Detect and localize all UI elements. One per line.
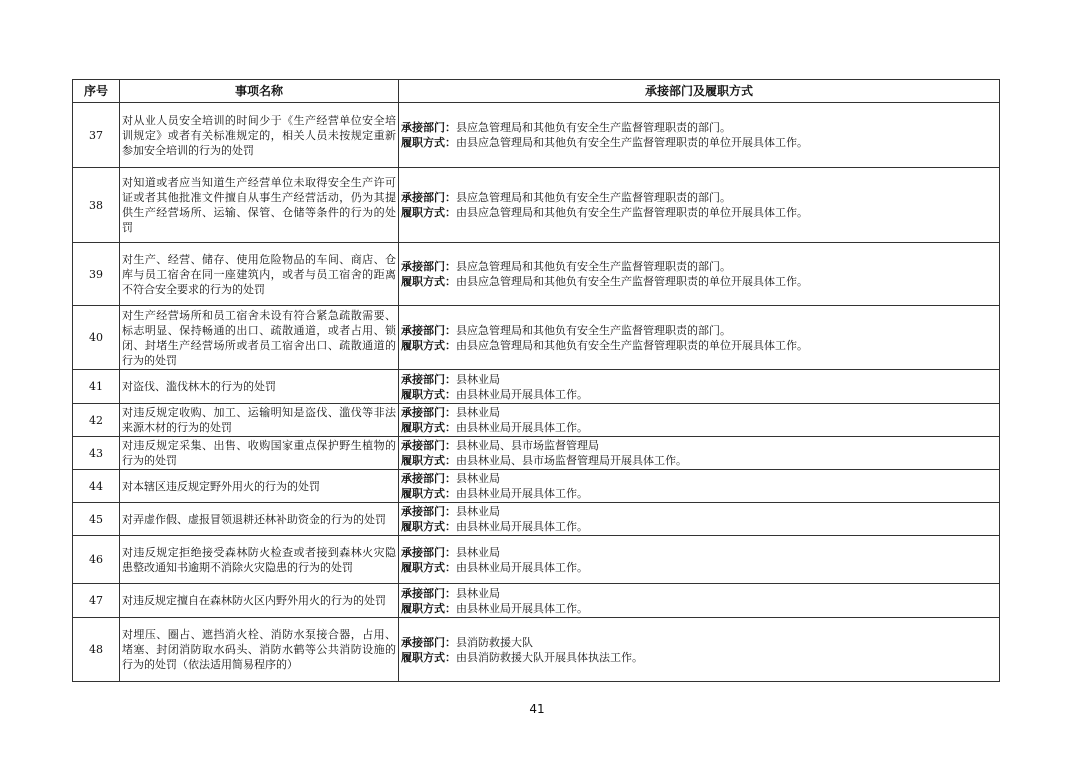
method-line [401,205,997,220]
duty-table [72,79,1000,682]
dept-value: 县林业局 [456,505,500,518]
table-row [73,536,1000,584]
dept-label: 承接部门： [401,372,456,386]
item-name: 对违反规定擅自在森林防火区内野外用火的行为的处罚 [120,584,399,618]
dept-label: 承接部门： [401,260,456,273]
dept-line [401,190,997,205]
dept-cell [399,404,1000,437]
dept-line [401,545,997,560]
method-value: 由县应急管理局和其他负有安全生产监督管理职责的单位开展具体工作。 [456,338,808,352]
dept-value: 县林业局 [456,372,500,386]
dept-cell [399,536,1000,584]
table-row [73,503,1000,536]
row-number: 46 [73,536,120,584]
row-number: 37 [73,103,120,168]
method-value: 由县林业局开展具体工作。 [456,520,588,533]
method-line [401,387,997,402]
row-number: 40 [73,306,120,370]
method-line [401,274,997,289]
method-line [401,650,997,665]
table-row [73,584,1000,618]
item-name: 对违反规定采集、出售、收购国家重点保护野生植物的行为的处罚 [120,437,399,470]
method-line [401,338,997,353]
item-name: 对弄虚作假、虚报冒领退耕还林补助资金的行为的处罚 [120,503,399,536]
item-name: 对生产经营场所和员工宿舍未设有符合紧急疏散需要、标志明显、保持畅通的出口、疏散通道，或者占用、锁闭、封堵生产经营场所或者员工宿舍出口、疏散通道的行为的处罚 [120,306,399,370]
dept-value: 县应急管理局和其他负有安全生产监督管理职责的部门。 [456,323,731,337]
dept-value: 县应急管理局和其他负有安全生产监督管理职责的部门。 [456,191,731,204]
row-number: 47 [73,584,120,618]
dept-value: 县林业局 [456,586,500,600]
dept-cell [399,243,1000,306]
table-row [73,306,1000,370]
method-label: 履职方式： [401,650,456,664]
table-row [73,370,1000,404]
dept-cell [399,103,1000,168]
table-row [73,470,1000,503]
dept-value: 县应急管理局和其他负有安全生产监督管理职责的部门。 [456,260,731,273]
dept-line [401,120,997,135]
method-value: 由县应急管理局和其他负有安全生产监督管理职责的单位开展具体工作。 [456,136,808,149]
header-no: 序号 [73,80,120,103]
dept-value: 县林业局 [456,406,500,419]
method-label: 履职方式： [401,487,456,500]
method-line [401,601,997,616]
method-value: 由县林业局、县市场监督管理局开展具体工作。 [456,454,687,467]
dept-line [401,405,997,420]
method-value: 由县林业局开展具体工作。 [456,560,588,574]
item-name: 对违反规定拒绝接受森林防火检查或者接到森林火灾隐患整改通知书逾期不消除火灾隐患的行为的处罚 [120,536,399,584]
dept-cell [399,168,1000,243]
dept-cell [399,618,1000,682]
row-number: 41 [73,370,120,404]
dept-label: 承接部门： [401,406,456,419]
dept-value: 县林业局 [456,545,500,559]
dept-cell [399,437,1000,470]
row-number: 43 [73,437,120,470]
table-row [73,168,1000,243]
method-line [401,453,997,468]
dept-line [401,586,997,601]
method-value: 由县林业局开展具体工作。 [456,421,588,434]
method-label: 履职方式： [401,136,456,149]
item-name: 对埋压、圈占、遮挡消火栓、消防水泵接合器，占用、堵塞、封闭消防取水码头、消防水鹤等公共消防设施的行为的处罚（依法适用简易程序的） [120,618,399,682]
item-name: 对违反规定收购、加工、运输明知是盗伐、滥伐等非法来源木材的行为的处罚 [120,404,399,437]
dept-label: 承接部门： [401,586,456,600]
item-name: 对生产、经营、储存、使用危险物品的车间、商店、仓库与员工宿舍在同一座建筑内，或者与员工宿舍的距离不符合安全要求的行为的处罚 [120,243,399,306]
row-number: 38 [73,168,120,243]
item-name: 对从业人员安全培训的时间少于《生产经营单位安全培训规定》或者有关标准规定的，相关人员未按规定重新参加安全培训的行为的处罚 [120,103,399,168]
dept-cell [399,503,1000,536]
dept-cell [399,470,1000,503]
row-number: 45 [73,503,120,536]
method-label: 履职方式： [401,454,456,467]
dept-line [401,438,997,453]
page-number: 41 [529,702,545,716]
row-number: 48 [73,618,120,682]
method-label: 履职方式： [401,387,456,401]
row-number: 39 [73,243,120,306]
method-line [401,486,997,501]
dept-value: 县林业局 [456,472,500,485]
dept-cell [399,306,1000,370]
dept-label: 承接部门： [401,439,456,452]
dept-label: 承接部门： [401,191,456,204]
row-number: 44 [73,470,120,503]
dept-line [401,323,997,338]
dept-value: 县应急管理局和其他负有安全生产监督管理职责的部门。 [456,121,731,134]
header-item: 事项名称 [120,80,399,103]
table-row [73,618,1000,682]
method-label: 履职方式： [401,601,456,615]
dept-line [401,471,997,486]
method-value: 由县林业局开展具体工作。 [456,387,588,401]
dept-label: 承接部门： [401,545,456,559]
method-label: 履职方式： [401,338,456,352]
method-line [401,135,997,150]
method-line [401,560,997,575]
method-value: 由县林业局开展具体工作。 [456,601,588,615]
method-label: 履职方式： [401,421,456,434]
table-row [73,103,1000,168]
method-label: 履职方式： [401,275,456,288]
dept-line [401,504,997,519]
method-label: 履职方式： [401,206,456,219]
row-number: 42 [73,404,120,437]
dept-label: 承接部门： [401,472,456,485]
item-name: 对本辖区违反规定野外用火的行为的处罚 [120,470,399,503]
dept-line [401,372,997,387]
method-line [401,519,997,534]
dept-line [401,635,997,650]
dept-label: 承接部门： [401,121,456,134]
method-value: 由县林业局开展具体工作。 [456,487,588,500]
header-dept: 承接部门及履职方式 [399,80,1000,103]
method-label: 履职方式： [401,560,456,574]
dept-label: 承接部门： [401,323,456,337]
dept-line [401,259,997,274]
method-label: 履职方式： [401,520,456,533]
item-name: 对知道或者应当知道生产经营单位未取得安全生产许可证或者其他批准文件擅自从事生产经营活动，仍为其提供生产经营场所、运输、保管、仓储等条件的行为的处罚 [120,168,399,243]
table-row [73,404,1000,437]
table-header-row [73,80,1000,103]
dept-label: 承接部门： [401,635,456,649]
method-value: 由县应急管理局和其他负有安全生产监督管理职责的单位开展具体工作。 [456,206,808,219]
table-row [73,437,1000,470]
table-row [73,243,1000,306]
item-name: 对盗伐、滥伐林木的行为的处罚 [120,370,399,404]
dept-label: 承接部门： [401,505,456,518]
dept-cell [399,370,1000,404]
method-value: 由县消防救援大队开展具体执法工作。 [456,650,643,664]
method-value: 由县应急管理局和其他负有安全生产监督管理职责的单位开展具体工作。 [456,275,808,288]
method-line [401,420,997,435]
dept-cell [399,584,1000,618]
dept-value: 县林业局、县市场监督管理局 [456,439,599,452]
dept-value: 县消防救援大队 [456,635,533,649]
